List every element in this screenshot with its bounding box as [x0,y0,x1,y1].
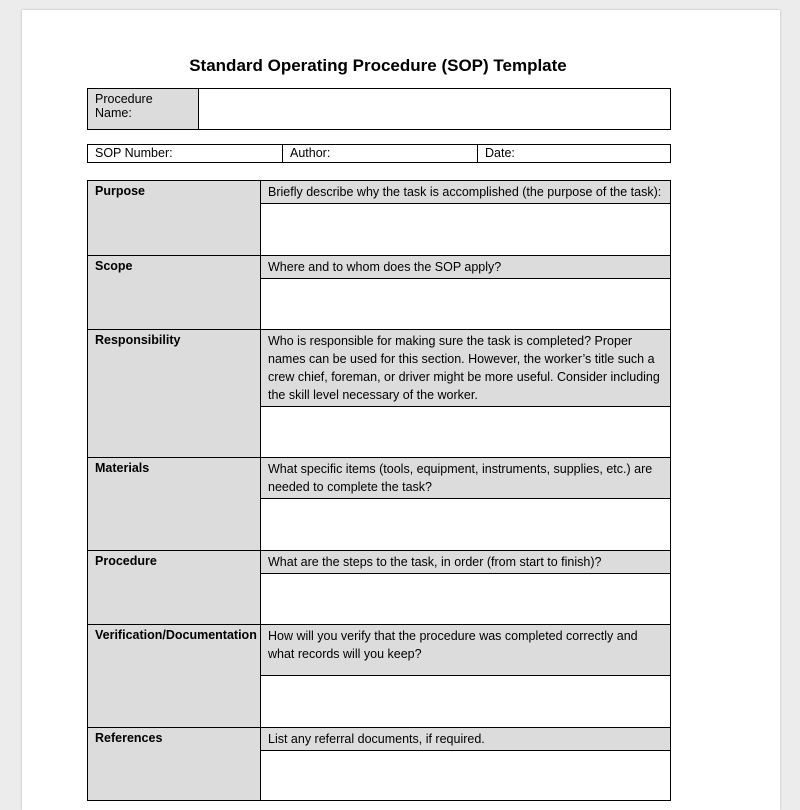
section-label-scope: Scope [88,256,261,330]
section-prompt-responsibility: Who is responsible for making sure the task is completed? Proper names can be used for this section. However, the worker’s title such a crew chief, foreman, or driver might be more useful. Consider including the skill level necessary of the worker. [261,330,671,407]
section-answer-procedure[interactable] [261,574,671,625]
section-label-references: References [88,728,261,801]
section-prompt-scope: Where and to whom does the SOP apply? [261,256,671,279]
section-prompt-procedure: What are the steps to the task, in order (from start to finish)? [261,551,671,574]
date-field[interactable]: Date: [478,145,671,163]
sop-sections-table [87,180,671,801]
procedure-name-table [87,88,671,130]
page-title: Standard Operating Procedure (SOP) Template [189,56,567,75]
section-prompt-references: List any referral documents, if required. [261,728,671,751]
procedure-name-label: Procedure Name: [88,89,199,130]
sop-number-field[interactable]: SOP Number: [88,145,283,163]
section-label-responsibility: Responsibility [88,330,261,458]
section-label-materials: Materials [88,458,261,551]
section-prompt-materials: What specific items (tools, equipment, instruments, supplies, etc.) are needed to complete the task? [261,458,671,499]
section-answer-responsibility[interactable] [261,407,671,458]
section-answer-verification[interactable] [261,676,671,728]
author-field[interactable]: Author: [283,145,478,163]
section-answer-scope[interactable] [261,279,671,330]
section-label-procedure: Procedure [88,551,261,625]
section-prompt-verification: How will you verify that the procedure was completed correctly and what records will you keep? [261,625,671,676]
section-label-purpose: Purpose [88,181,261,256]
section-label-verification: Verification/Documentation [88,625,261,728]
procedure-name-field[interactable] [199,89,671,130]
section-answer-references[interactable] [261,751,671,801]
section-answer-purpose[interactable] [261,204,671,256]
section-answer-materials[interactable] [261,499,671,551]
section-prompt-purpose: Briefly describe why the task is accomplished (the purpose of the task): [261,181,671,204]
sop-meta-table [87,144,671,163]
